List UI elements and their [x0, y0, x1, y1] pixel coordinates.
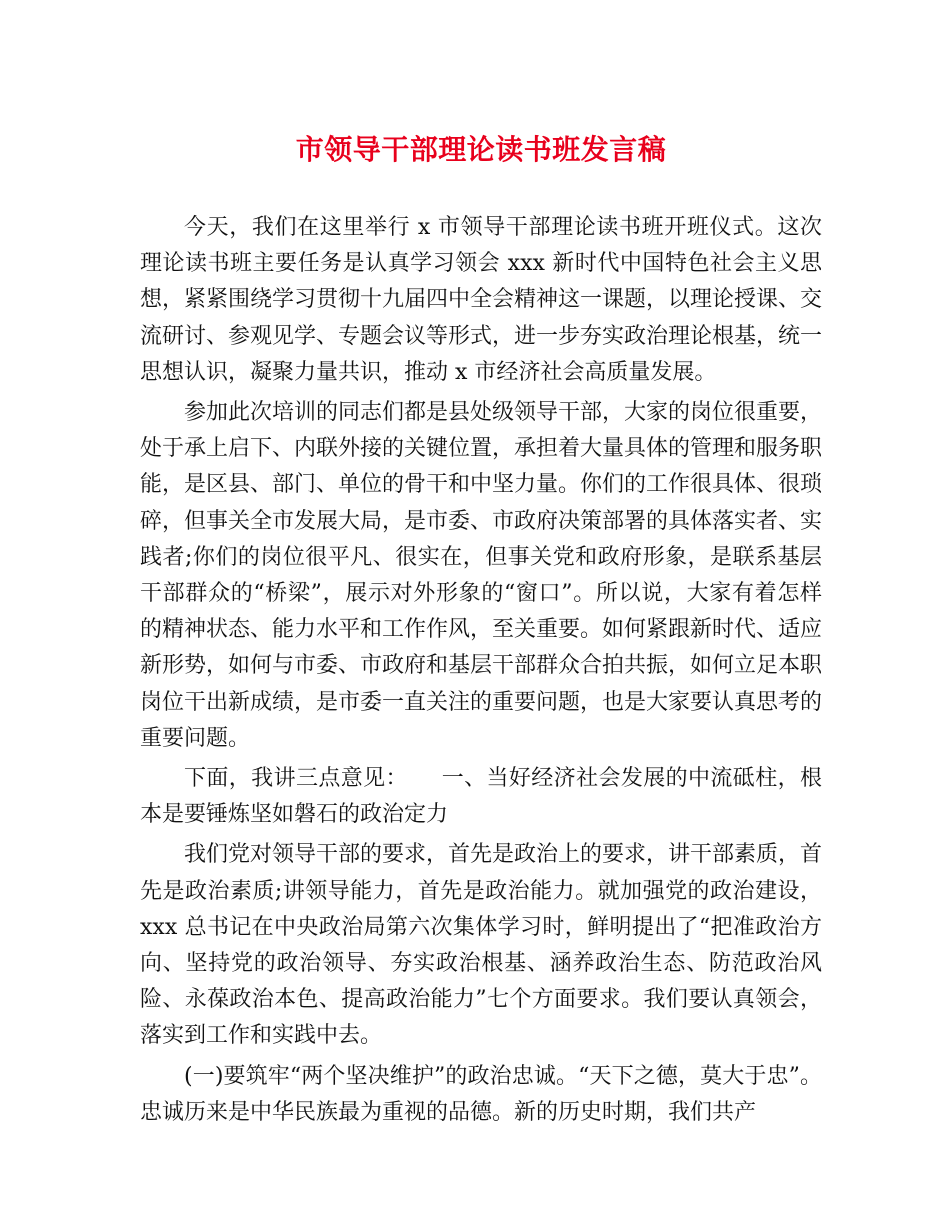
paragraph-loyalty: (一)要筑牢“两个坚决维护”的政治忠诚。“天下之德，莫大于忠”。忠诚历来是中华民族最为重视的品德。新的历史时期，我们共产 — [140, 1063, 823, 1125]
paragraph-section-one-heading: 下面，我讲三点意见： 一、当好经济社会发展的中流砥柱，根本是要锤炼坚如磐石的政治定力 — [140, 766, 822, 828]
paragraph-opening: 今天，我们在这里举行 x 市领导干部理论读书班开班仪式。这次理论读书班主要任务是认真学习领会 xxx 新时代中国特色社会主义思想，紧紧围绕学习贯彻十九届四中全会精神这一课题，以理论授课、交流研讨、参观见学、专题会议等形式，进一步夯实政治理论根基，统一思想认识，凝聚力量共识，推动 x 市经济社会高质量发展。 — [140, 215, 823, 385]
paragraph-participants: 参加此次培训的同志们都是县处级领导干部，大家的岗位很重要，处于承上启下、内联外接的关键位置，承担着大量具体的管理和服务职能，是区县、部门、单位的骨干和中坚力量。你们的工作很具体、很琐碎，但事关全市发展大局，是市委、市政府决策部署的具体落实者、实践者;你们的岗位很平凡、很实在，但事关党和政府形象，是联系基层干部群众的“桥梁”，展示对外形象的“窗口”。所以说，大家有着怎样的精神状态、能力水平和工作作风，至关重要。如何紧跟新时代、适应新形势，如何与市委、市政府和基层干部群众合拍共振，如何立足本职岗位干出新成绩，是市委一直关注的重要问题，也是大家要认真思考的重要问题。 — [140, 400, 823, 751]
paragraph-political-requirements: 我们党对领导干部的要求，首先是政治上的要求，讲干部素质，首先是政治素质;讲领导能力，首先是政治能力。就加强党的政治建设，xxx 总书记在中央政治局第六次集体学习时，鲜明提出了“把准政治方向、坚持党的政治领导、夯实政治根基、涵养政治生态、防范政治风险、永葆政治本色、提高政治能力”七个方面要求。我们要认真领会，落实到工作和实践中去。 — [140, 842, 823, 1049]
document-title: 市领导干部理论读书班发言稿 — [295, 133, 667, 166]
